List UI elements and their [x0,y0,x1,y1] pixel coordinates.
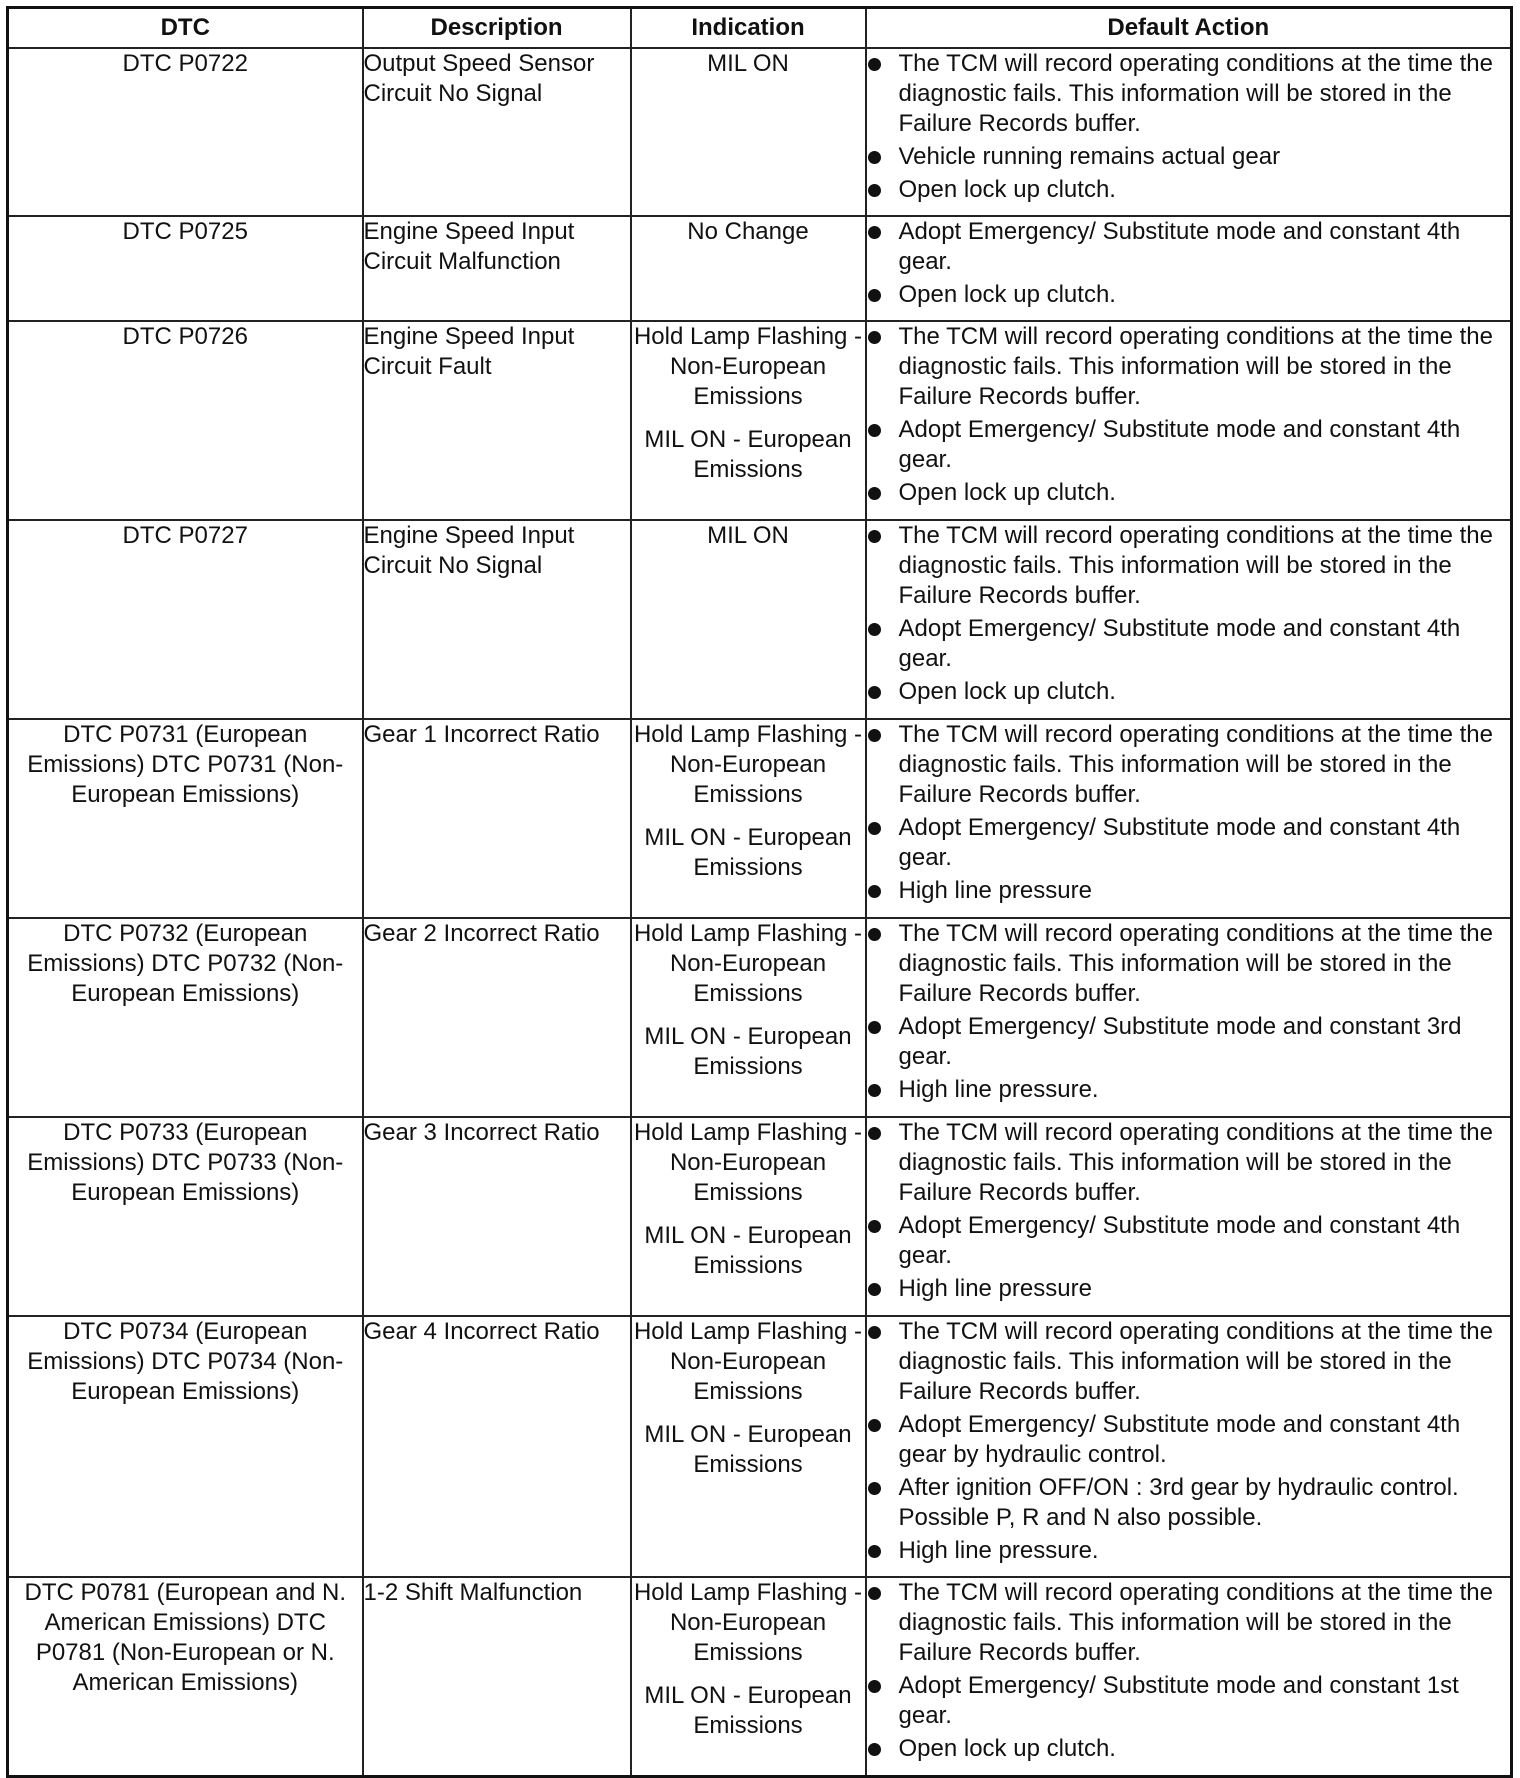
table-row [8,1577,1512,1776]
action-item: Open lock up clutch. [867,478,1511,508]
table-header-row [8,8,1512,49]
action-item: Adopt Emergency/ Substitute mode and constant 4th gear. [867,614,1511,674]
dtc-description: 1-2 Shift Malfunction [363,1577,631,1776]
indication-text: MIL ON - European Emissions [644,1023,852,1080]
action-list [867,217,1511,310]
indication-text: Hold Lamp Flashing - Non-European Emissions [633,323,863,410]
table-row [8,1117,1512,1316]
action-item: High line pressure [867,876,1511,906]
indication-text: MIL ON - European Emissions [644,1421,852,1478]
table-body [8,48,1512,1776]
action-item: Adopt Emergency/ Substitute mode and constant 4th gear. [867,813,1511,873]
indication-text: Hold Lamp Flashing - Non-European Emissions [633,721,863,808]
header-indication: Indication [631,8,866,49]
action-item: After ignition OFF/ON : 3rd gear by hydraulic control. Possible P, R and N also possible. [867,1473,1511,1533]
action-list [867,720,1511,906]
action-item: The TCM will record operating conditions at the time the diagnostic fails. This information will be stored in the Failure Records buffer. [867,322,1511,412]
dtc-description: Engine Speed Input Circuit Fault [363,321,631,520]
indication-text: MIL ON - European Emissions [644,1222,852,1279]
action-item: Open lock up clutch. [867,175,1511,205]
dtc-code: DTC P0726 [8,321,363,520]
table-row [8,1316,1512,1577]
dtc-indication [631,918,866,1117]
indication-text: Hold Lamp Flashing - Non-European Emissions [633,1318,863,1405]
dtc-description: Gear 4 Incorrect Ratio [363,1316,631,1577]
dtc-default-action [866,719,1512,918]
dtc-default-action [866,48,1512,216]
action-item: Adopt Emergency/ Substitute mode and constant 1st gear. [867,1671,1511,1731]
dtc-indication [631,1316,866,1577]
action-list [867,1317,1511,1566]
dtc-description: Output Speed Sensor Circuit No Signal [363,48,631,216]
action-list [867,919,1511,1105]
header-dtc: DTC [8,8,363,49]
dtc-code: DTC P0781 (European and N. American Emissions) DTC P0781 (Non-European or N. American Emissions) [8,1577,363,1776]
action-item: High line pressure. [867,1536,1511,1566]
dtc-table [6,6,1513,1778]
action-list [867,521,1511,707]
dtc-indication [631,216,866,321]
action-item: The TCM will record operating conditions at the time the diagnostic fails. This information will be stored in the Failure Records buffer. [867,49,1511,139]
action-item: High line pressure. [867,1075,1511,1105]
dtc-indication [631,1577,866,1776]
header-default-action: Default Action [866,8,1512,49]
action-item: Adopt Emergency/ Substitute mode and constant 4th gear. [867,1211,1511,1271]
indication-text: MIL ON [707,522,789,549]
dtc-code: DTC P0734 (European Emissions) DTC P0734 (Non-European Emissions) [8,1316,363,1577]
action-item: Adopt Emergency/ Substitute mode and constant 4th gear. [867,415,1511,475]
dtc-code: DTC P0733 (European Emissions) DTC P0733 (Non-European Emissions) [8,1117,363,1316]
dtc-default-action [866,216,1512,321]
dtc-description: Gear 3 Incorrect Ratio [363,1117,631,1316]
dtc-indication [631,321,866,520]
action-list [867,49,1511,205]
dtc-code: DTC P0725 [8,216,363,321]
table-row [8,918,1512,1117]
action-list [867,1118,1511,1304]
dtc-indication [631,719,866,918]
action-item: The TCM will record operating conditions at the time the diagnostic fails. This information will be stored in the Failure Records buffer. [867,1317,1511,1407]
dtc-indication [631,48,866,216]
header-description: Description [363,8,631,49]
dtc-indication [631,520,866,719]
action-item: Adopt Emergency/ Substitute mode and constant 4th gear. [867,217,1511,277]
dtc-default-action [866,1117,1512,1316]
action-item: The TCM will record operating conditions at the time the diagnostic fails. This information will be stored in the Failure Records buffer. [867,919,1511,1009]
dtc-default-action [866,520,1512,719]
indication-text: Hold Lamp Flashing - Non-European Emissions [633,1119,863,1206]
dtc-default-action [866,918,1512,1117]
indication-text: MIL ON - European Emissions [644,824,852,881]
action-item: High line pressure [867,1274,1511,1304]
dtc-code: DTC P0731 (European Emissions) DTC P0731 (Non-European Emissions) [8,719,363,918]
action-item: Adopt Emergency/ Substitute mode and constant 4th gear by hydraulic control. [867,1410,1511,1470]
dtc-indication [631,1117,866,1316]
action-item: Open lock up clutch. [867,677,1511,707]
action-item: Adopt Emergency/ Substitute mode and constant 3rd gear. [867,1012,1511,1072]
indication-text: MIL ON [707,50,789,77]
action-item: The TCM will record operating conditions at the time the diagnostic fails. This information will be stored in the Failure Records buffer. [867,1578,1511,1668]
action-item: The TCM will record operating conditions at the time the diagnostic fails. This information will be stored in the Failure Records buffer. [867,1118,1511,1208]
indication-text: MIL ON - European Emissions [644,426,852,483]
dtc-description: Engine Speed Input Circuit No Signal [363,520,631,719]
dtc-description: Gear 1 Incorrect Ratio [363,719,631,918]
action-item: Vehicle running remains actual gear [867,142,1511,172]
action-item: The TCM will record operating conditions at the time the diagnostic fails. This information will be stored in the Failure Records buffer. [867,521,1511,611]
action-item: The TCM will record operating conditions at the time the diagnostic fails. This information will be stored in the Failure Records buffer. [867,720,1511,810]
dtc-code: DTC P0727 [8,520,363,719]
dtc-description: Engine Speed Input Circuit Malfunction [363,216,631,321]
dtc-code: DTC P0732 (European Emissions) DTC P0732 (Non-European Emissions) [8,918,363,1117]
action-item: Open lock up clutch. [867,280,1511,310]
action-list [867,1578,1511,1764]
dtc-default-action [866,1316,1512,1577]
action-item: Open lock up clutch. [867,1734,1511,1764]
table-row [8,321,1512,520]
indication-text: Hold Lamp Flashing - Non-European Emissions [633,1579,863,1666]
table-row [8,719,1512,918]
dtc-default-action [866,321,1512,520]
dtc-code: DTC P0722 [8,48,363,216]
indication-text: No Change [687,218,809,245]
dtc-description: Gear 2 Incorrect Ratio [363,918,631,1117]
action-list [867,322,1511,508]
table-row [8,216,1512,321]
table-row [8,520,1512,719]
dtc-table-container [6,6,1510,1778]
dtc-default-action [866,1577,1512,1776]
indication-text: MIL ON - European Emissions [644,1682,852,1739]
indication-text: Hold Lamp Flashing - Non-European Emissions [633,920,863,1007]
table-row [8,48,1512,216]
